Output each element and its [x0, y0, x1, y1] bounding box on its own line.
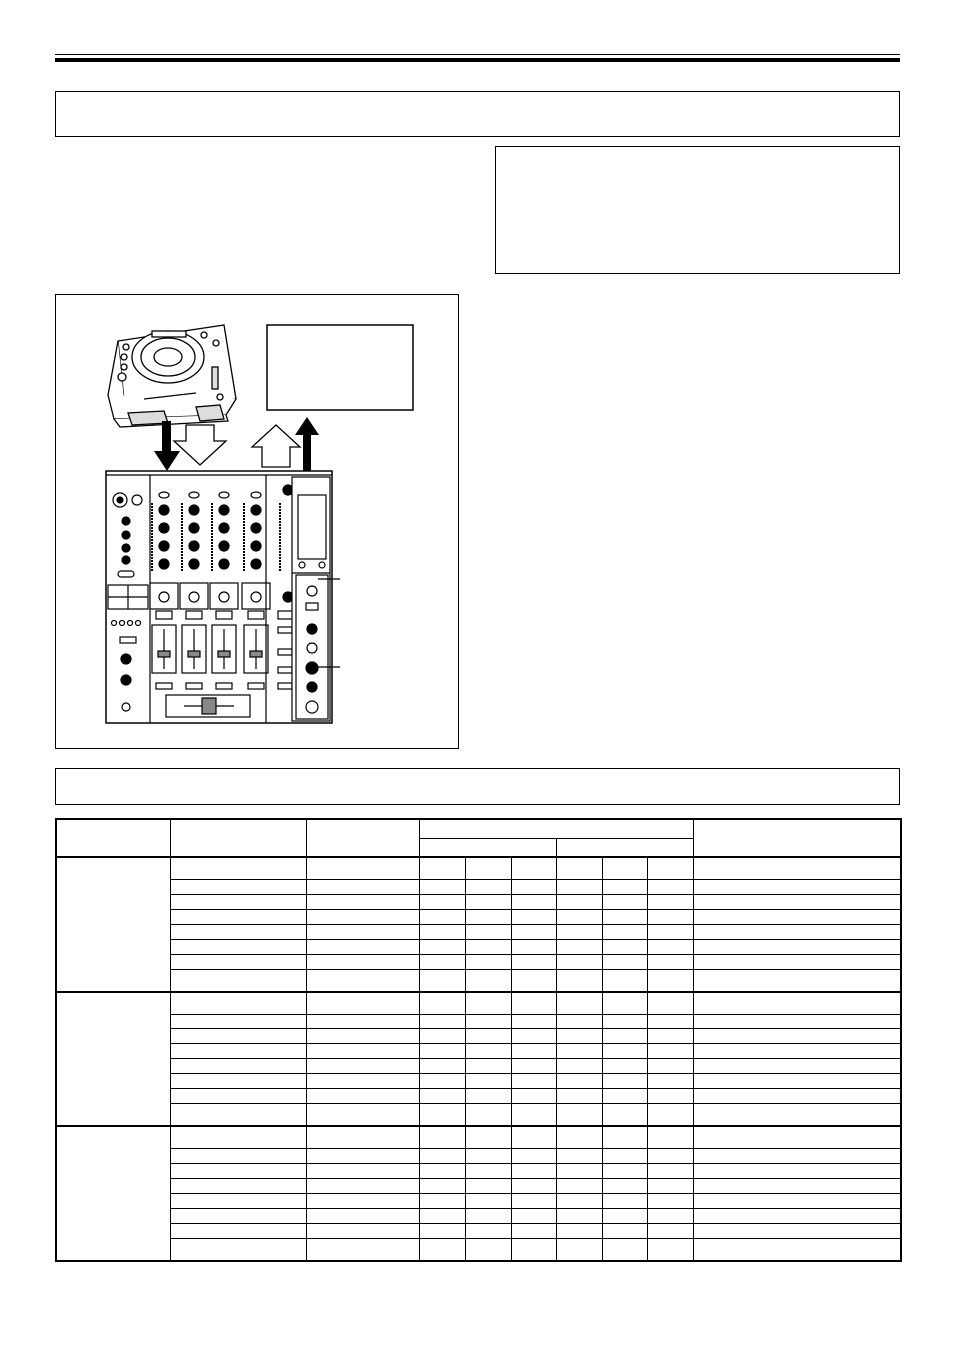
connection-figure: [55, 294, 459, 749]
table-cell: [647, 894, 693, 909]
table-cell: [693, 1164, 901, 1179]
table-cell: [419, 1208, 465, 1223]
table-cell: [511, 1029, 556, 1044]
table-cell: [306, 1208, 419, 1223]
note-box: [495, 146, 900, 274]
table-row: [56, 1044, 901, 1059]
table-cell: [693, 1223, 901, 1238]
table-cell: [647, 1029, 693, 1044]
table-row: [56, 1164, 901, 1179]
table-cell: [419, 969, 465, 991]
table-cell: [602, 992, 647, 1014]
table-row: [56, 1126, 901, 1148]
table-cell: [602, 1029, 647, 1044]
table-cell: [306, 1179, 419, 1194]
table-cell: [602, 1149, 647, 1164]
table-cell: [602, 1193, 647, 1208]
table-cell: [511, 1089, 556, 1104]
table-cell: [647, 909, 693, 924]
table-cell: [419, 954, 465, 969]
table-cell: [511, 1179, 556, 1194]
table-cell: [693, 1074, 901, 1089]
table-cell: [306, 857, 419, 879]
table-row: [56, 1208, 901, 1223]
table-row: [56, 1029, 901, 1044]
table-cell: [602, 1223, 647, 1238]
table-cell: [170, 909, 306, 924]
table-cell: [170, 924, 306, 939]
table-cell: [306, 924, 419, 939]
table-row: [56, 939, 901, 954]
table-cell: [602, 1014, 647, 1029]
table-cell: [306, 1193, 419, 1208]
table-cell: [465, 1238, 511, 1261]
table-cell: [693, 939, 901, 954]
table-cell: [170, 1223, 306, 1238]
table-cell: [419, 1126, 465, 1148]
table-cell: [602, 1179, 647, 1194]
settings-table: [55, 818, 900, 1262]
table-cell: [556, 909, 602, 924]
table-cell: [465, 1059, 511, 1074]
table-cell: [419, 1089, 465, 1104]
table-cell: [647, 924, 693, 939]
table-cell: [419, 1044, 465, 1059]
table-cell: [465, 954, 511, 969]
table-cell: [419, 1014, 465, 1029]
table-cell: [465, 879, 511, 894]
table-cell: [170, 857, 306, 879]
table-cell: [306, 1059, 419, 1074]
table-cell: [465, 1193, 511, 1208]
table-cell: [511, 939, 556, 954]
table-cell: [602, 1044, 647, 1059]
table-cell: [647, 1104, 693, 1126]
table-cell: [556, 1059, 602, 1074]
header-rule-thick: [55, 58, 900, 62]
table-cell: [170, 1029, 306, 1044]
table-cell: [693, 1126, 901, 1148]
settings-table-grid: [55, 818, 902, 1262]
table-cell: [511, 1104, 556, 1126]
table-cell: [647, 969, 693, 991]
table-cell: [306, 909, 419, 924]
table-cell: [419, 857, 465, 879]
table-cell: [647, 1179, 693, 1194]
table-cell: [602, 1089, 647, 1104]
table-cell: [602, 1104, 647, 1126]
table-cell: [465, 1044, 511, 1059]
table-row: [56, 879, 901, 894]
table-cell: [602, 924, 647, 939]
table-row: [56, 1059, 901, 1074]
table-cell: [693, 1238, 901, 1261]
table-cell: [170, 1126, 306, 1148]
table-cell: [306, 1044, 419, 1059]
table-row: [56, 1014, 901, 1029]
table-header-2: [170, 819, 306, 857]
table-cell: [419, 1104, 465, 1126]
table-cell: [511, 969, 556, 991]
table-cell: [602, 894, 647, 909]
table-cell: [647, 1208, 693, 1223]
table-row: [56, 1149, 901, 1164]
table-cell: [170, 954, 306, 969]
table-cell: [602, 954, 647, 969]
table-cell: [511, 894, 556, 909]
table-cell: [647, 992, 693, 1014]
table-cell: [693, 924, 901, 939]
table-cell: [556, 879, 602, 894]
table-cell: [693, 1104, 901, 1126]
arrow-up-hollow-icon: [252, 425, 300, 467]
table-cell: [602, 1238, 647, 1261]
table-cell: [419, 1179, 465, 1194]
table-cell: [511, 1164, 556, 1179]
table-cell: [170, 1089, 306, 1104]
table-cell: [170, 1193, 306, 1208]
table-cell: [465, 969, 511, 991]
table-row: [56, 1223, 901, 1238]
table-cell: [465, 1164, 511, 1179]
table-cell: [602, 1126, 647, 1148]
table-cell: [419, 1164, 465, 1179]
table-cell: [556, 954, 602, 969]
table-cell: [419, 1149, 465, 1164]
table-cell: [556, 1179, 602, 1194]
table-cell: [306, 992, 419, 1014]
table-cell: [511, 1126, 556, 1148]
table-cell: [556, 924, 602, 939]
table-cell: [647, 1014, 693, 1029]
table-cell: [602, 857, 647, 879]
table-cell: [647, 1044, 693, 1059]
table-cell: [465, 1104, 511, 1126]
table-cell: [419, 879, 465, 894]
table-row: [56, 1074, 901, 1089]
table-cell: [465, 1223, 511, 1238]
table-cell: [556, 1149, 602, 1164]
table-cell: [170, 1104, 306, 1126]
table-cell: [170, 1149, 306, 1164]
table-cell: [693, 879, 901, 894]
table-cell: [647, 1223, 693, 1238]
table-header-5: [693, 819, 901, 857]
table-cell: [602, 1208, 647, 1223]
table-cell: [419, 1238, 465, 1261]
table-cell: [170, 1238, 306, 1261]
table-cell: [170, 992, 306, 1014]
table-cell: [693, 1149, 901, 1164]
table-cell: [511, 1238, 556, 1261]
arrow-up-solid-icon: [295, 417, 319, 471]
table-group-label: [56, 992, 170, 1127]
table-cell: [306, 1014, 419, 1029]
table-header-4: [419, 819, 693, 839]
table-cell: [306, 954, 419, 969]
table-cell: [511, 1074, 556, 1089]
table-cell: [693, 1208, 901, 1223]
table-cell: [465, 939, 511, 954]
table-cell: [647, 1149, 693, 1164]
table-cell: [647, 1193, 693, 1208]
table-cell: [170, 894, 306, 909]
connection-diagram: [56, 295, 458, 748]
table-cell: [170, 1059, 306, 1074]
table-cell: [419, 992, 465, 1014]
table-cell: [170, 939, 306, 954]
table-cell: [556, 1044, 602, 1059]
table-cell: [306, 1149, 419, 1164]
table-cell: [465, 909, 511, 924]
table-cell: [556, 1208, 602, 1223]
table-cell: [511, 1014, 556, 1029]
table-cell: [465, 1149, 511, 1164]
table-cell: [465, 894, 511, 909]
table-cell: [693, 1059, 901, 1074]
table-cell: [556, 1029, 602, 1044]
table-cell: [306, 879, 419, 894]
table-cell: [602, 1164, 647, 1179]
table-cell: [693, 1179, 901, 1194]
table-cell: [465, 1126, 511, 1148]
table-cell: [693, 1193, 901, 1208]
table-cell: [511, 954, 556, 969]
table-subheader-b: [556, 839, 693, 858]
table-cell: [647, 1126, 693, 1148]
table-cell: [306, 939, 419, 954]
table-cell: [556, 1126, 602, 1148]
table-cell: [647, 1164, 693, 1179]
table-cell: [693, 1089, 901, 1104]
table-cell: [511, 857, 556, 879]
table-cell: [419, 894, 465, 909]
table-cell: [306, 894, 419, 909]
table-cell: [465, 857, 511, 879]
section-heading-box-2: [55, 768, 900, 805]
table-cell: [306, 969, 419, 991]
table-row: [56, 857, 901, 879]
table-cell: [647, 939, 693, 954]
table-cell: [511, 992, 556, 1014]
table-cell: [465, 1074, 511, 1089]
table-cell: [693, 857, 901, 879]
arrow-down-solid-icon: [154, 421, 180, 471]
table-cell: [511, 924, 556, 939]
table-cell: [465, 1179, 511, 1194]
table-cell: [511, 1149, 556, 1164]
table-cell: [602, 909, 647, 924]
table-row: [56, 1089, 901, 1104]
table-cell: [306, 1029, 419, 1044]
table-row: [56, 909, 901, 924]
table-cell: [647, 1059, 693, 1074]
table-cell: [465, 924, 511, 939]
table-cell: [170, 1014, 306, 1029]
table-cell: [602, 1074, 647, 1089]
table-cell: [602, 939, 647, 954]
table-cell: [693, 1014, 901, 1029]
table-cell: [170, 969, 306, 991]
table-cell: [419, 1223, 465, 1238]
table-row: [56, 1104, 901, 1126]
table-cell: [602, 969, 647, 991]
table-cell: [465, 992, 511, 1014]
table-row: [56, 1179, 901, 1194]
table-row: [56, 969, 901, 991]
table-cell: [306, 1104, 419, 1126]
table-cell: [170, 1208, 306, 1223]
table-cell: [170, 879, 306, 894]
arrow-down-hollow-icon: [174, 425, 226, 465]
table-cell: [556, 1089, 602, 1104]
table-cell: [602, 1059, 647, 1074]
table-cell: [306, 1074, 419, 1089]
table-cell: [306, 1223, 419, 1238]
table-row: [56, 992, 901, 1014]
table-cell: [647, 879, 693, 894]
table-header-3: [306, 819, 419, 857]
table-cell: [465, 1029, 511, 1044]
output-device-box: [267, 325, 413, 410]
table-cell: [170, 1164, 306, 1179]
table-cell: [306, 1164, 419, 1179]
cd-player-icon: [108, 325, 236, 427]
table-cell: [647, 1074, 693, 1089]
table-cell: [693, 1029, 901, 1044]
table-row: [56, 924, 901, 939]
table-cell: [556, 969, 602, 991]
table-cell: [170, 1044, 306, 1059]
table-cell: [511, 1223, 556, 1238]
header-rule-thin: [55, 54, 900, 55]
table-cell: [170, 1179, 306, 1194]
table-cell: [419, 1193, 465, 1208]
table-cell: [419, 1059, 465, 1074]
section-heading-box-1: [55, 91, 900, 137]
table-cell: [693, 969, 901, 991]
table-cell: [556, 1164, 602, 1179]
table-cell: [465, 1014, 511, 1029]
table-cell: [511, 1193, 556, 1208]
table-cell: [556, 1104, 602, 1126]
table-cell: [556, 992, 602, 1014]
table-cell: [556, 1193, 602, 1208]
table-cell: [511, 909, 556, 924]
table-row: [56, 1193, 901, 1208]
table-cell: [556, 894, 602, 909]
table-cell: [419, 909, 465, 924]
table-cell: [170, 1074, 306, 1089]
table-cell: [693, 909, 901, 924]
table-subheader-a: [419, 839, 556, 858]
table-cell: [306, 1238, 419, 1261]
table-cell: [602, 879, 647, 894]
table-cell: [556, 857, 602, 879]
table-cell: [419, 924, 465, 939]
table-cell: [647, 857, 693, 879]
table-cell: [556, 1074, 602, 1089]
table-cell: [556, 1223, 602, 1238]
table-cell: [419, 1074, 465, 1089]
table-cell: [693, 894, 901, 909]
table-row: [56, 1238, 901, 1261]
table-cell: [419, 1029, 465, 1044]
table-cell: [465, 1208, 511, 1223]
table-cell: [693, 992, 901, 1014]
table-cell: [647, 954, 693, 969]
table-cell: [465, 1089, 511, 1104]
table-cell: [647, 1089, 693, 1104]
table-cell: [511, 879, 556, 894]
dj-mixer-icon: [106, 471, 340, 723]
table-cell: [306, 1089, 419, 1104]
table-header-1: [56, 819, 170, 857]
table-cell: [556, 1014, 602, 1029]
table-cell: [556, 1238, 602, 1261]
table-cell: [511, 1044, 556, 1059]
table-cell: [306, 1126, 419, 1148]
table-group-label: [56, 857, 170, 992]
table-cell: [693, 954, 901, 969]
table-cell: [419, 939, 465, 954]
table-group-label: [56, 1126, 170, 1261]
table-cell: [693, 1044, 901, 1059]
table-row: [56, 954, 901, 969]
table-cell: [647, 1238, 693, 1261]
table-row: [56, 894, 901, 909]
table-cell: [511, 1208, 556, 1223]
table-cell: [511, 1059, 556, 1074]
table-cell: [556, 939, 602, 954]
